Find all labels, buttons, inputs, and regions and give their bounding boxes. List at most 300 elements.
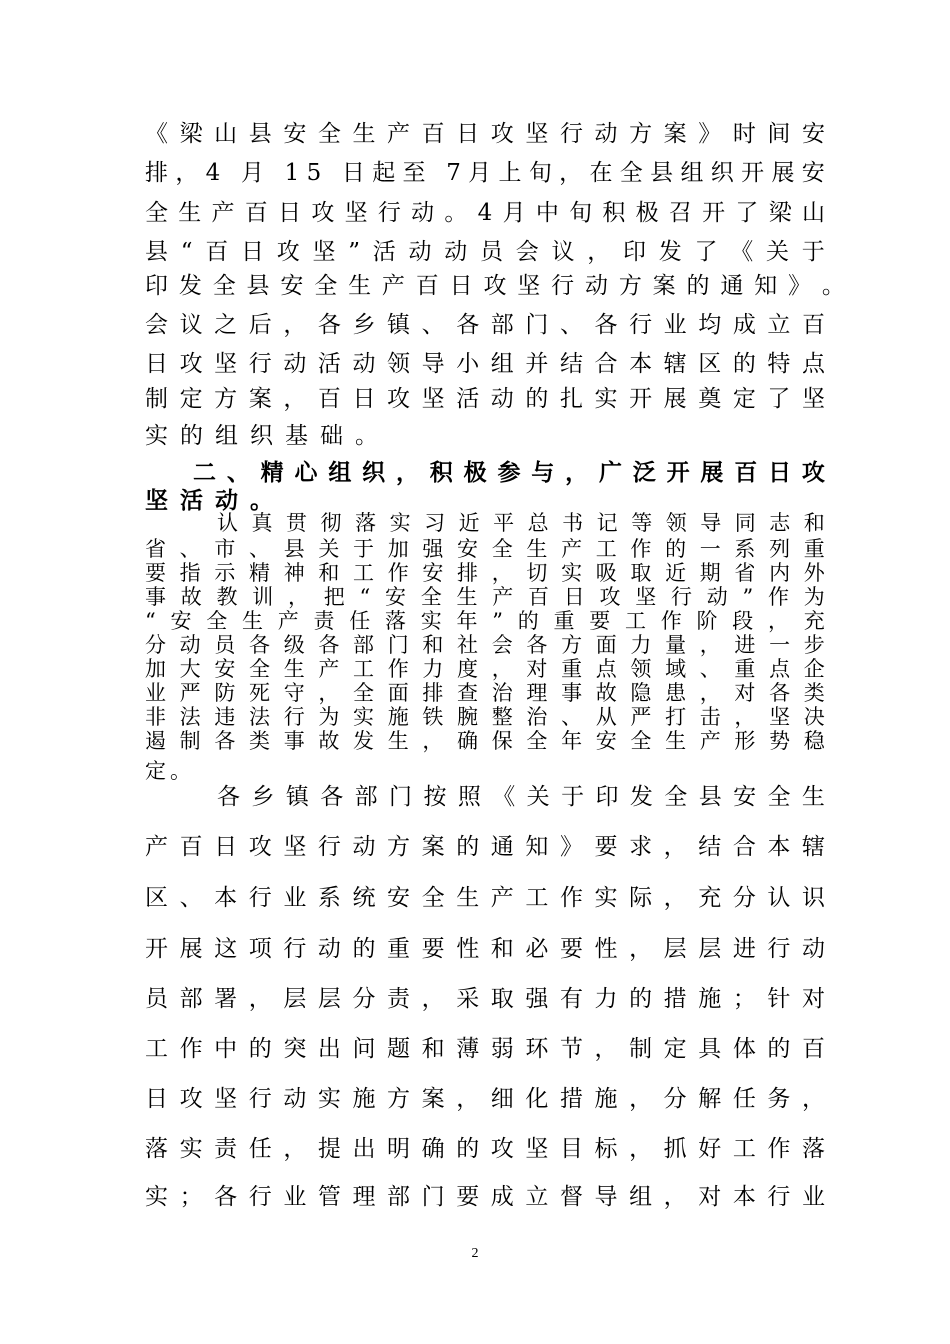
- glyph: 要: [145, 561, 166, 585]
- glyph: 县: [650, 160, 674, 186]
- glyph: 故: [595, 681, 617, 705]
- glyph: 分: [352, 986, 376, 1012]
- glyph: 落: [801, 1136, 825, 1162]
- glyph: 动: [283, 1086, 307, 1112]
- glyph: 安: [280, 273, 304, 299]
- glyph: 际: [629, 885, 653, 911]
- glyph: 法: [179, 705, 201, 729]
- glyph: 和: [421, 1036, 445, 1062]
- glyph: 生: [456, 585, 478, 609]
- glyph: 攻: [179, 351, 203, 377]
- text-line: [145, 1181, 825, 1213]
- glyph: 日: [341, 160, 365, 186]
- glyph: 日: [278, 200, 302, 226]
- glyph: 坚: [769, 705, 791, 729]
- glyph: 年: [561, 729, 583, 753]
- glyph: 和: [318, 561, 340, 585]
- glyph: 精: [249, 561, 271, 585]
- glyph: 责: [214, 1136, 238, 1162]
- glyph: 强: [525, 986, 549, 1012]
- glyph: 方: [214, 386, 238, 412]
- text-line: [145, 831, 825, 863]
- glyph: 产: [277, 609, 299, 633]
- glyph: 员: [480, 239, 504, 265]
- glyph: 精: [260, 459, 284, 486]
- glyph: 安: [387, 885, 411, 911]
- glyph: 本: [214, 885, 238, 911]
- glyph: ，: [663, 885, 687, 911]
- text-line: [145, 420, 390, 452]
- glyph: 全: [767, 784, 791, 810]
- text-line: [145, 270, 845, 302]
- glyph: 立: [525, 1184, 549, 1210]
- glyph: 书: [562, 511, 584, 535]
- glyph: 各: [317, 312, 341, 338]
- glyph: 稳: [803, 729, 825, 753]
- glyph: 工: [595, 537, 617, 561]
- glyph: 安: [422, 561, 444, 585]
- text-line: [145, 759, 195, 783]
- glyph: 面: [387, 681, 409, 705]
- glyph: 对: [801, 986, 825, 1012]
- glyph: 生: [283, 657, 305, 681]
- glyph: 措: [559, 1086, 583, 1112]
- glyph: 二: [193, 459, 216, 486]
- glyph: 乡: [251, 784, 275, 810]
- glyph: 攻: [387, 386, 411, 412]
- text-line: [145, 1033, 825, 1065]
- glyph: 认: [767, 885, 791, 911]
- glyph: 安: [170, 609, 192, 633]
- glyph: 关: [318, 537, 340, 561]
- glyph: 间: [767, 121, 791, 147]
- glyph: 充: [803, 609, 825, 633]
- glyph: 全: [420, 585, 442, 609]
- glyph: 动: [352, 834, 376, 860]
- glyph: 、: [226, 459, 250, 486]
- glyph: 案: [248, 386, 272, 412]
- glyph: 死: [249, 681, 271, 705]
- glyph: 力: [630, 633, 652, 657]
- glyph: 议: [179, 312, 203, 338]
- glyph: 积: [429, 459, 453, 486]
- glyph: 旬: [569, 200, 593, 226]
- glyph: 业: [145, 681, 166, 705]
- glyph: 领: [665, 511, 687, 535]
- glyph: 《: [492, 784, 516, 810]
- glyph: 展: [663, 386, 687, 412]
- glyph: 采: [456, 986, 480, 1012]
- glyph: 的: [767, 1036, 791, 1062]
- glyph: 重: [734, 657, 756, 681]
- glyph: 隐: [630, 681, 652, 705]
- glyph: 于: [801, 239, 825, 265]
- text-line: [145, 537, 825, 561]
- text-line: [145, 657, 825, 681]
- glyph: 动: [408, 239, 432, 265]
- glyph: 行: [551, 273, 575, 299]
- glyph: 知: [525, 834, 549, 860]
- glyph: ”: [348, 239, 361, 265]
- glyph: 坚: [344, 200, 368, 226]
- glyph: 一: [699, 537, 721, 561]
- glyph: 上: [498, 160, 522, 186]
- glyph: 各: [249, 633, 271, 657]
- glyph: 门: [421, 1184, 445, 1210]
- glyph: 百: [801, 312, 825, 338]
- glyph: 要: [589, 609, 611, 633]
- glyph: 细: [490, 1086, 514, 1112]
- glyph: 出: [317, 1036, 341, 1062]
- glyph: 小: [456, 351, 480, 377]
- glyph: 的: [665, 537, 687, 561]
- glyph: 出: [352, 1136, 376, 1162]
- glyph: ，: [456, 1086, 480, 1112]
- glyph: ；: [732, 986, 756, 1012]
- glyph: 故: [318, 729, 340, 753]
- glyph: 全: [526, 729, 548, 753]
- glyph: ，: [594, 1036, 618, 1062]
- glyph: 的: [456, 834, 480, 860]
- glyph: 动: [584, 273, 608, 299]
- glyph: 严: [630, 705, 652, 729]
- glyph: 任: [349, 609, 371, 633]
- glyph: 确: [457, 729, 479, 753]
- glyph: 进: [732, 936, 756, 962]
- text-line: [145, 236, 825, 268]
- text-line: [145, 983, 825, 1015]
- glyph: 攻: [599, 585, 621, 609]
- glyph: 百: [801, 1036, 825, 1062]
- glyph: 、: [179, 537, 201, 561]
- text-line: [145, 157, 825, 189]
- glyph: 示: [214, 561, 236, 585]
- glyph: 山: [214, 121, 238, 147]
- glyph: 全: [619, 160, 643, 186]
- glyph: 日: [456, 121, 480, 147]
- glyph: ”: [492, 609, 503, 633]
- glyph: 严: [179, 681, 201, 705]
- glyph: 县: [283, 537, 305, 561]
- glyph: 产: [490, 885, 514, 911]
- text-line: [145, 309, 825, 341]
- glyph: 的: [352, 936, 376, 962]
- glyph: 产: [492, 585, 514, 609]
- glyph: 业: [283, 885, 307, 911]
- glyph: 印: [595, 784, 619, 810]
- glyph: 日: [145, 351, 168, 377]
- glyph: ，: [629, 936, 653, 962]
- glyph: 动: [179, 633, 201, 657]
- glyph: 产: [699, 729, 721, 753]
- glyph: ，: [283, 386, 307, 412]
- glyph: 平: [493, 511, 515, 535]
- glyph: 发: [353, 729, 375, 753]
- glyph: 一: [769, 633, 791, 657]
- glyph: 志: [769, 511, 791, 535]
- glyph: 业: [283, 1184, 307, 1210]
- glyph: 部: [354, 784, 378, 810]
- glyph: 7: [446, 160, 461, 186]
- glyph: 铁: [422, 705, 444, 729]
- glyph: 标: [594, 1136, 618, 1162]
- glyph: 县: [248, 121, 272, 147]
- glyph: 本: [732, 1184, 756, 1210]
- glyph: 具: [698, 1036, 722, 1062]
- glyph: 化: [525, 1086, 549, 1112]
- glyph: 法: [249, 705, 271, 729]
- glyph: 任: [248, 1136, 272, 1162]
- glyph: 充: [698, 885, 722, 911]
- glyph: 理: [352, 1184, 376, 1210]
- glyph: 为: [318, 705, 340, 729]
- glyph: ，: [491, 657, 513, 681]
- glyph: 坚: [635, 585, 657, 609]
- glyph: 管: [317, 1184, 341, 1210]
- glyph: 排: [145, 160, 168, 186]
- glyph: 日: [768, 459, 792, 486]
- glyph: 》: [788, 273, 812, 299]
- glyph: 心: [294, 459, 318, 486]
- glyph: 提: [317, 1136, 341, 1162]
- glyph: 百: [205, 239, 229, 265]
- glyph: 产: [381, 273, 405, 299]
- glyph: ；: [179, 1184, 203, 1210]
- glyph: 产: [318, 657, 340, 681]
- glyph: 展: [700, 459, 724, 486]
- glyph: 行: [559, 121, 583, 147]
- glyph: 认: [217, 511, 238, 535]
- glyph: 级: [283, 633, 305, 657]
- glyph: 体: [732, 1036, 756, 1062]
- glyph: 吸: [595, 561, 617, 585]
- glyph: 动: [490, 386, 514, 412]
- glyph: 安: [283, 121, 307, 147]
- glyph: 事: [283, 729, 305, 753]
- glyph: 立: [767, 312, 791, 338]
- glyph: 坚: [214, 1086, 238, 1112]
- glyph: 全: [314, 273, 338, 299]
- glyph: 非: [145, 705, 166, 729]
- glyph: 作: [387, 657, 409, 681]
- glyph: 整: [491, 705, 513, 729]
- glyph: 坚: [214, 351, 238, 377]
- glyph: 行: [248, 351, 272, 377]
- glyph: 扎: [559, 386, 583, 412]
- glyph: 百: [734, 459, 758, 486]
- glyph: 习: [424, 511, 446, 535]
- glyph: 类: [249, 729, 271, 753]
- glyph: 制: [629, 1036, 653, 1062]
- glyph: ，: [175, 160, 199, 186]
- glyph: 重: [387, 936, 411, 962]
- glyph: 并: [525, 351, 549, 377]
- glyph: 的: [525, 386, 549, 412]
- glyph: 要: [456, 1184, 480, 1210]
- glyph: 明: [387, 1136, 411, 1162]
- text-line: [145, 1083, 825, 1115]
- glyph: 重: [553, 609, 575, 633]
- glyph: 弱: [490, 1036, 514, 1062]
- glyph: 展: [179, 936, 203, 962]
- glyph: 施: [352, 1086, 376, 1112]
- glyph: 4: [205, 160, 221, 186]
- glyph: 理: [526, 681, 548, 705]
- glyph: ，: [422, 729, 444, 753]
- glyph: 求: [629, 834, 653, 860]
- glyph: 生: [801, 784, 825, 810]
- glyph: 故: [180, 585, 202, 609]
- glyph: 神: [283, 561, 305, 585]
- glyph: 召: [668, 200, 692, 226]
- glyph: 关: [766, 239, 790, 265]
- glyph: 大: [179, 657, 201, 681]
- glyph: 会: [491, 633, 513, 657]
- glyph: 攻: [311, 200, 335, 226]
- glyph: 合: [732, 834, 756, 860]
- glyph: 层: [283, 986, 307, 1012]
- glyph: 决: [803, 705, 825, 729]
- glyph: 实: [179, 1136, 203, 1162]
- text-line: [145, 561, 825, 585]
- text-line: [145, 383, 825, 415]
- glyph: 百: [421, 121, 445, 147]
- glyph: 中: [535, 200, 559, 226]
- glyph: 全: [664, 784, 688, 810]
- glyph: 门: [525, 312, 549, 338]
- glyph: 部: [490, 312, 514, 338]
- glyph: 导: [594, 1184, 618, 1210]
- glyph: 安: [457, 537, 479, 561]
- glyph: 百: [528, 585, 549, 609]
- glyph: 导: [421, 351, 445, 377]
- glyph: 实: [561, 561, 583, 585]
- glyph: 后: [248, 312, 272, 338]
- glyph: 查: [457, 681, 479, 705]
- glyph: 织: [250, 423, 285, 449]
- glyph: 目: [559, 1136, 583, 1162]
- glyph: 发: [178, 273, 202, 299]
- glyph: 点: [769, 657, 791, 681]
- glyph: 系: [317, 885, 341, 911]
- text-line: [145, 118, 825, 150]
- glyph: 面: [595, 633, 617, 657]
- glyph: 导: [700, 511, 722, 535]
- glyph: 动: [317, 936, 341, 962]
- glyph: 百: [179, 834, 203, 860]
- glyph: 抓: [663, 1136, 687, 1162]
- glyph: 各: [594, 312, 618, 338]
- glyph: 在: [589, 160, 613, 186]
- glyph: 切: [526, 561, 548, 585]
- glyph: 月: [240, 160, 264, 186]
- glyph: 施: [387, 705, 409, 729]
- glyph: 排: [457, 561, 479, 585]
- glyph: 要: [421, 936, 445, 962]
- glyph: 活: [180, 487, 215, 514]
- glyph: ，: [283, 1136, 307, 1162]
- glyph: 开: [666, 459, 690, 486]
- glyph: 梁: [768, 200, 792, 226]
- glyph: 对: [734, 681, 756, 705]
- glyph: 行: [767, 1184, 791, 1210]
- glyph: 生: [456, 885, 480, 911]
- glyph: 实: [594, 885, 618, 911]
- glyph: ，: [318, 681, 340, 705]
- glyph: 患: [665, 681, 687, 705]
- glyph: ，: [629, 1086, 653, 1112]
- glyph: 实: [389, 511, 411, 535]
- glyph: 腕: [457, 705, 479, 729]
- glyph: 县: [145, 239, 168, 265]
- glyph: 作: [767, 1136, 791, 1162]
- glyph: 务: [767, 1086, 791, 1112]
- glyph: 实: [594, 386, 618, 412]
- glyph: 产: [145, 834, 168, 860]
- glyph: “: [145, 609, 156, 633]
- glyph: 合: [594, 351, 618, 377]
- glyph: 记: [596, 511, 618, 535]
- glyph: 案: [652, 273, 676, 299]
- glyph: 《: [145, 121, 168, 147]
- glyph: 、: [561, 705, 583, 729]
- glyph: 。: [821, 273, 845, 299]
- glyph: 区: [698, 351, 722, 377]
- glyph: ，: [248, 986, 272, 1012]
- glyph: 攻: [490, 121, 514, 147]
- glyph: 责: [387, 986, 411, 1012]
- glyph: 分: [663, 1086, 687, 1112]
- glyph: 步: [803, 633, 825, 657]
- glyph: 从: [595, 705, 617, 729]
- glyph: 全: [206, 609, 228, 633]
- glyph: 真: [251, 511, 273, 535]
- glyph: 定: [732, 386, 756, 412]
- glyph: 议: [551, 239, 575, 265]
- glyph: 参: [497, 459, 521, 486]
- glyph: 阶: [696, 609, 718, 633]
- glyph: 工: [625, 609, 646, 633]
- glyph: 实: [317, 1086, 341, 1112]
- glyph: 本: [629, 351, 653, 377]
- glyph: 层: [317, 986, 341, 1012]
- glyph: 方: [387, 1086, 411, 1112]
- glyph: ，: [421, 986, 445, 1012]
- glyph: 对: [526, 657, 548, 681]
- glyph: 》: [559, 834, 583, 860]
- glyph: 对: [698, 1184, 722, 1210]
- glyph: 全: [145, 200, 168, 226]
- glyph: “: [180, 239, 193, 265]
- glyph: 业: [663, 312, 687, 338]
- glyph: 行: [283, 936, 307, 962]
- glyph: 定: [179, 386, 203, 412]
- glyph: 通: [490, 834, 514, 860]
- glyph: 落: [145, 1136, 168, 1162]
- glyph: 开: [145, 936, 168, 962]
- glyph: 日: [449, 273, 473, 299]
- glyph: 进: [734, 633, 756, 657]
- glyph: 措: [663, 986, 687, 1012]
- glyph: 行: [629, 312, 653, 338]
- glyph: 各: [769, 681, 791, 705]
- glyph: 方: [618, 273, 642, 299]
- glyph: 的: [180, 423, 215, 449]
- glyph: 。: [444, 200, 468, 226]
- glyph: 任: [732, 1086, 756, 1112]
- glyph: 员: [145, 986, 168, 1012]
- glyph: 坚: [801, 386, 825, 412]
